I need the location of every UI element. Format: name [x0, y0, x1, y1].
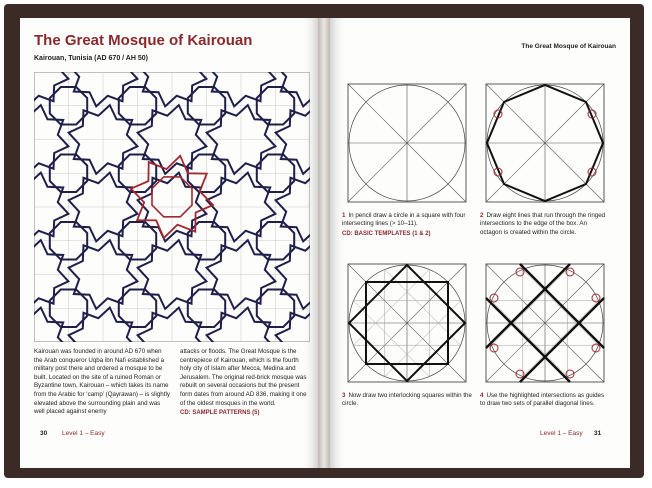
- cd-reference: CD: SAMPLE PATTERNS (5): [180, 410, 260, 417]
- step-4-text: Use the highlighted intersections as guides to draw two sets of parallel diagonal lines.: [480, 392, 605, 408]
- pattern-illustration: [34, 72, 310, 342]
- pattern-star: [34, 308, 68, 342]
- step-4-caption: [480, 392, 610, 409]
- step-1-diagram: [342, 78, 472, 208]
- body-text-col1: Kairouan was founded in around AD 670 when the Arab conqueror Uqba ibn Nafi established a military post there and ordered a mosque to be built. Located on the site of a ruined Roman or Byzantine town, Kairouan – which takes its name from the Arabic for ‘camp’ (Qayrawan) – is slightly elevated above the surrounding plain and was well placed against enemy: [34, 348, 170, 416]
- step-1-cd-ref: CD: BASIC TEMPLATES (1 & 2): [342, 230, 431, 237]
- step-2-diagram: [480, 78, 610, 208]
- step-3-text: Now draw two interlocking squares within the circle.: [342, 392, 472, 408]
- body-column-2: [180, 348, 310, 418]
- step-3-diagram: [342, 258, 472, 388]
- body-text-col2: attacks or floods. The Great Mosque is the centrepiece of Kairouan, which is the fourth holy city of Islam after Mecca, Medina and Jerusalem. The original red-brick mosque was rebuilt on several occasions but the present form dates from around AD 836, making it one of the oldest mosques in the world.: [180, 348, 307, 407]
- pattern-star: [276, 72, 310, 106]
- page-title: The Great Mosque of Kairouan: [34, 32, 253, 49]
- pattern-star: [34, 72, 68, 106]
- step-4-number: 4: [480, 392, 484, 399]
- running-head: The Great Mosque of Kairouan: [521, 43, 616, 50]
- pattern-star: [276, 308, 310, 342]
- step-4-diagram: [480, 258, 610, 388]
- step-1-caption: [342, 212, 472, 238]
- step-3-caption: [342, 392, 472, 409]
- step-3-number: 3: [342, 392, 346, 399]
- level-label-left: Level 1 – Easy: [62, 430, 105, 437]
- page-number-right: 31: [594, 430, 602, 437]
- level-label-right: Level 1 – Easy: [540, 430, 583, 437]
- body-column-1: [34, 348, 170, 417]
- step-1-number: 1: [342, 212, 346, 219]
- step-2-number: 2: [480, 212, 484, 219]
- step-1-text: In pencil draw a circle in a square with four intersecting lines (> 10–11).: [342, 212, 466, 228]
- page-number-left: 30: [40, 430, 48, 437]
- book-spine: [318, 18, 330, 468]
- page-subtitle: Kairouan, Tunisia (AD 670 / AH 50): [34, 55, 148, 62]
- step-2-caption: [480, 212, 610, 237]
- step-2-text: Draw eight lines that run through the ringed intersections to the edge of the box. An octagon is created within the circle.: [480, 212, 606, 236]
